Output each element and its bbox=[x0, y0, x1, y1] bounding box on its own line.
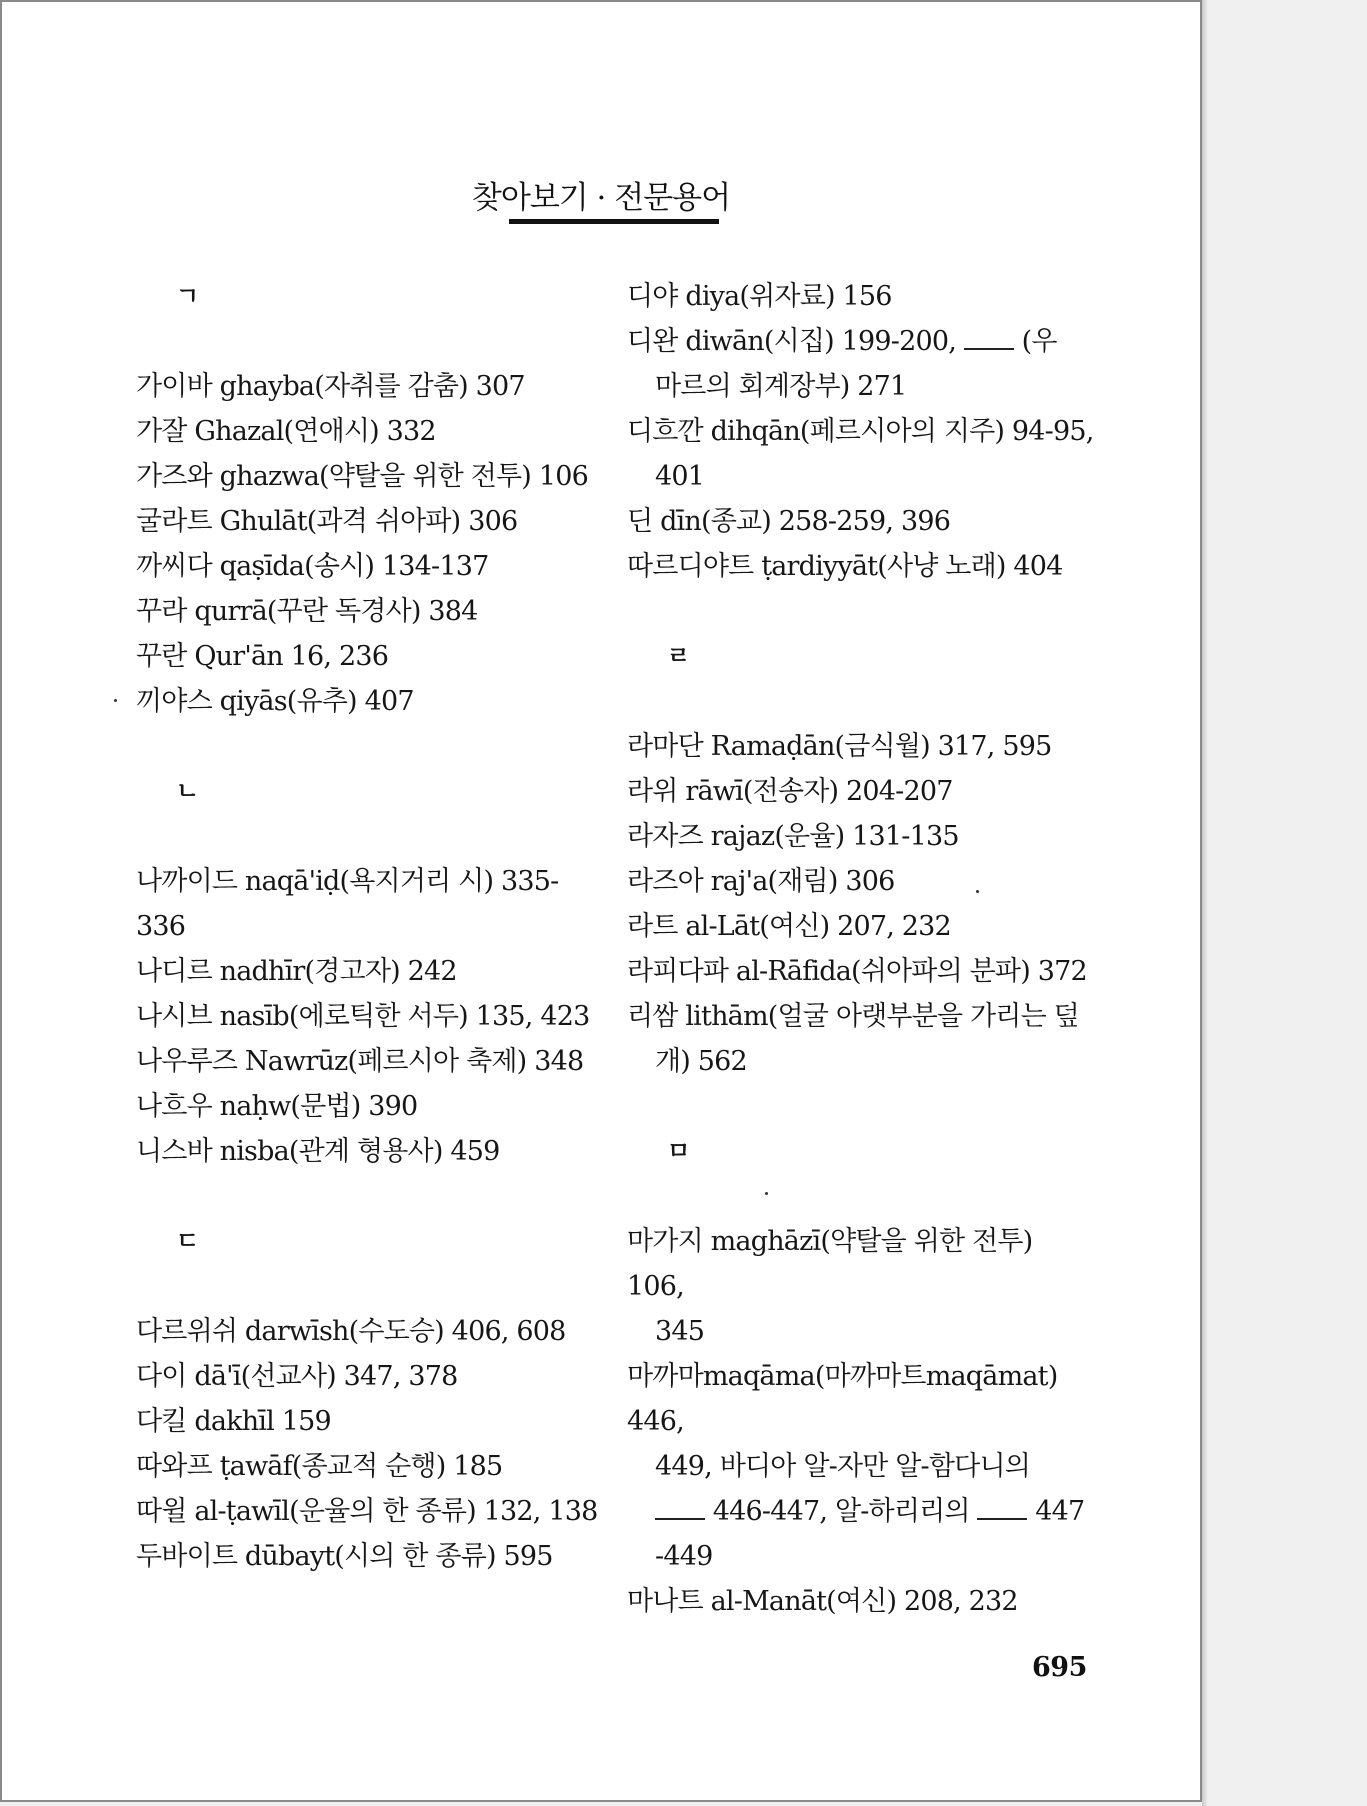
index-entry: 나우루즈 Nawrūz(페르시아 축제) 348 bbox=[136, 1046, 584, 1077]
section-gap bbox=[136, 814, 606, 859]
entry-text: 리쌈 lithām(얼굴 아랫부분을 가리는 덮 bbox=[627, 1001, 1079, 1032]
index-entry: 나시브 nasīb(에로틱한 서두) 135, 423 bbox=[136, 1001, 590, 1032]
index-entry bbox=[627, 1219, 1097, 1354]
page-number: 695 bbox=[1032, 1652, 1087, 1683]
section-gap bbox=[627, 1084, 1097, 1129]
scan-speck bbox=[765, 1192, 768, 1195]
page-edge-shadow bbox=[1202, 0, 1208, 1806]
title-underline bbox=[509, 219, 719, 224]
index-entry bbox=[627, 319, 1097, 409]
index-entry: 라피다파 al-Rāfida(쉬아파의 분파) 372 bbox=[627, 956, 1087, 987]
entry-text: 446-447, 알-하리리의 bbox=[712, 1496, 970, 1527]
entry-text: 447 bbox=[1035, 1496, 1085, 1527]
index-entry bbox=[627, 994, 1097, 1084]
entry-continuation: 개) 562 bbox=[655, 1046, 747, 1077]
index-entry: 따르디야트 ṭardiyyāt(사냥 노래) 404 bbox=[627, 551, 1063, 582]
index-entry: 나흐우 naḥw(문법) 390 bbox=[136, 1091, 418, 1122]
section-gap bbox=[136, 1174, 606, 1219]
section-heading-m: ㅁ bbox=[667, 1137, 690, 1165]
entry-continuation: 345 bbox=[655, 1316, 705, 1347]
page-title: 찾아보기 · 전문용어 bbox=[471, 180, 731, 216]
section-heading-n: ㄴ bbox=[176, 777, 199, 805]
index-entry: 가즈와 ghazwa(약탈을 위한 전투) 106 bbox=[136, 461, 588, 492]
index-entry bbox=[627, 409, 1097, 499]
section-gap bbox=[627, 1174, 1097, 1219]
index-entry: 니스바 nisba(관계 형용사) 459 bbox=[136, 1136, 500, 1167]
index-entry bbox=[627, 1354, 1097, 1579]
section-heading-d: ㄷ bbox=[176, 1227, 199, 1255]
blank-line bbox=[655, 1496, 705, 1520]
index-entry: 가잘 Ghazal(연애시) 332 bbox=[136, 416, 436, 447]
index-entry: 끼야스 qiyās(유추) 407 bbox=[136, 686, 414, 717]
entry-text: (우 bbox=[1021, 326, 1057, 357]
entry-continuation: -449 bbox=[655, 1541, 713, 1572]
blank-line bbox=[977, 1496, 1027, 1520]
entry-continuation bbox=[627, 1489, 1097, 1534]
index-entry: 라자즈 rajaz(운율) 131-135 bbox=[627, 821, 959, 852]
entry-text: 마까마maqāma(마까마트maqāmat) 446, bbox=[627, 1361, 1058, 1437]
index-entry: 가이바 ghayba(자취를 감춤) 307 bbox=[136, 371, 525, 402]
index-entry: 굴라트 Ghulāt(과격 쉬아파) 306 bbox=[136, 506, 518, 537]
entry-continuation: 401 bbox=[655, 461, 705, 492]
section-gap bbox=[136, 1264, 606, 1309]
index-entry: 라트 al-Lāt(여신) 207, 232 bbox=[627, 911, 951, 942]
index-entry: 따와프 ṭawāf(종교적 순행) 185 bbox=[136, 1451, 503, 1482]
index-entry: 라마단 Ramaḍān(금식월) 317, 595 bbox=[627, 731, 1052, 762]
left-column bbox=[136, 274, 606, 1579]
entry-text: 마가지 maghāzī(약탈을 위한 전투) 106, bbox=[627, 1226, 1033, 1302]
index-entry: 디야 diya(위자료) 156 bbox=[627, 281, 892, 312]
index-entry: 두바이트 dūbayt(시의 한 종류) 595 bbox=[136, 1541, 553, 1572]
index-entry: 나디르 nadhīr(경고자) 242 bbox=[136, 956, 457, 987]
index-entry: 따윌 al-ṭawīl(운율의 한 종류) 132, 138 bbox=[136, 1496, 598, 1527]
index-entry: 다르위쉬 darwīsh(수도승) 406, 608 bbox=[136, 1316, 566, 1347]
section-heading-r: ㄹ bbox=[667, 642, 690, 670]
entry-text: 디완 diwān(시집) 199-200, bbox=[627, 326, 957, 357]
section-gap bbox=[627, 589, 1097, 634]
index-entry: 나까이드 naqā'iḍ(욕지거리 시) 335-336 bbox=[136, 866, 559, 942]
index-entry: 꾸란 Qur'ān 16, 236 bbox=[136, 641, 389, 672]
index-entry: 딘 dīn(종교) 258-259, 396 bbox=[627, 506, 951, 537]
index-entry: 꾸라 qurrā(꾸란 독경사) 384 bbox=[136, 596, 478, 627]
right-column bbox=[627, 274, 1097, 1624]
index-entry: 라위 rāwī(전송자) 204-207 bbox=[627, 776, 953, 807]
section-gap bbox=[136, 319, 606, 364]
entry-continuation: 마르의 회계장부) 271 bbox=[655, 371, 907, 402]
entry-continuation: 449, 바디아 알-자만 알-함다니의 bbox=[655, 1451, 1031, 1482]
index-entry: 마나트 al-Manāt(여신) 208, 232 bbox=[627, 1586, 1018, 1617]
scan-speck bbox=[114, 699, 117, 702]
scan-speck bbox=[976, 890, 979, 893]
section-heading-g: ㄱ bbox=[176, 282, 199, 310]
blank-line bbox=[964, 326, 1014, 350]
index-entry: 다이 dā'ī(선교사) 347, 378 bbox=[136, 1361, 458, 1392]
entry-text: 디흐깐 dihqān(페르시아의 지주) 94-95, bbox=[627, 416, 1094, 447]
index-entry: 다킬 dakhīl 159 bbox=[136, 1406, 331, 1437]
index-entry: 라즈아 raj'a(재림) 306 bbox=[627, 866, 895, 897]
section-gap bbox=[627, 679, 1097, 724]
section-gap bbox=[136, 724, 606, 769]
index-entry: 까씨다 qaṣīda(송시) 134-137 bbox=[136, 551, 489, 582]
